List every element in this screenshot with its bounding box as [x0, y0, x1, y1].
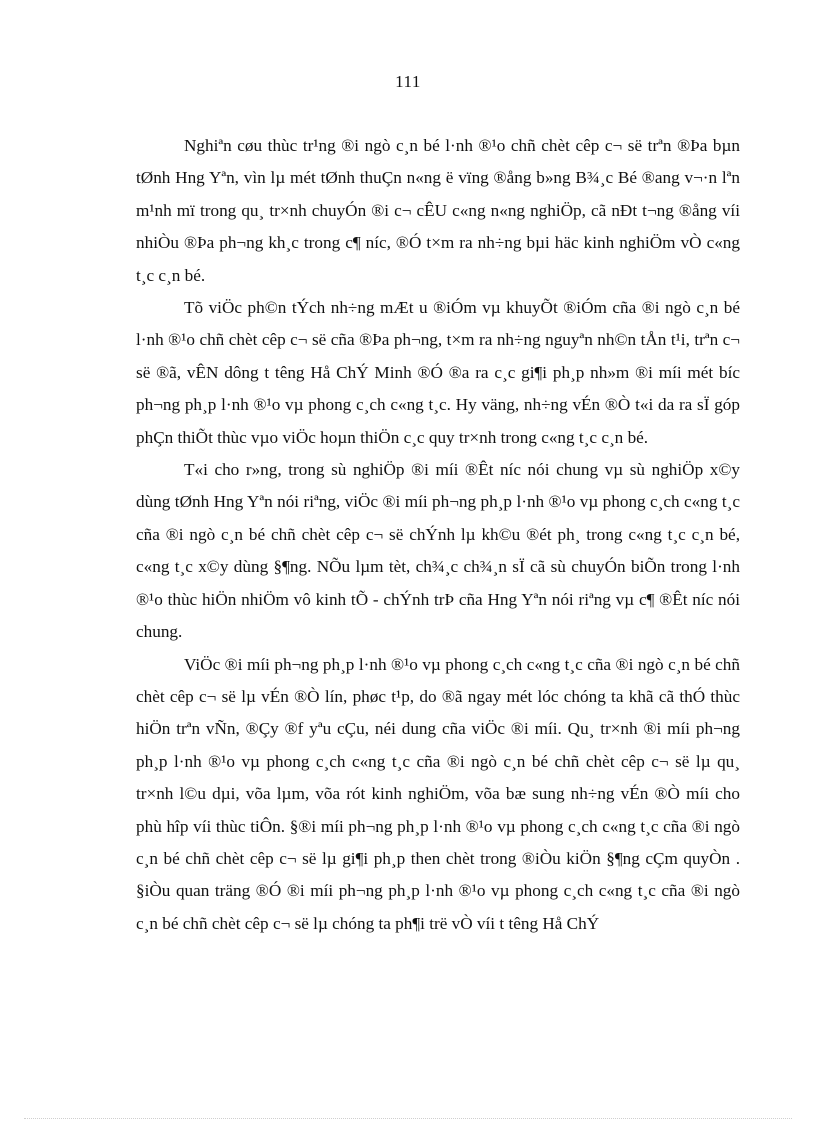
- paragraph-4: ViÖc ®i míi ph¬ng ph¸p l·nh ®¹o vµ phong c¸ch c«ng t¸c cña ®i ngò c¸n bé chñ chèt cêp c¬ së lµ vÉn ®Ò lín, phøc t¹p, do ®ã ngay mét lóc chóng ta khã cã thÓ thùc hiÖn trªn vÑn, ®Çy ®f yªu cÇu, néi dung cña viÖc ®i míi. Qu¸ tr×nh ®i míi ph¬ng ph¸p l·nh ®¹o vµ phong c¸ch c«ng t¸c cña ®i ngò c¸n bé chñ chèt cêp c¬ së lµ qu¸ tr×nh l©u dµi, võa lµm, võa rót kinh nghiÖm, võa bæ sung nh÷ng vÉn ®Ò míi cho phù hîp víi thùc tiÔn. §®i míi ph¬ng ph¸p l·nh ®¹o vµ phong c¸ch c«ng t¸c cña ®i ngò c¸n bé chñ chèt cêp c¬ së lµ gi¶i ph¸p then chèt trong ®iÒu kiÖn §¶ng cÇm quyÒn . §iÒu quan träng ®Ó ®i míi ph¬ng ph¸p l·nh ®¹o vµ phong c¸ch c«ng t¸c cña ®i ngò c¸n bé chñ chèt cêp c¬ së lµ chóng ta ph¶i trë vÒ víi t têng Hå ChÝ: [136, 654, 740, 933]
- body-text: [136, 130, 740, 940]
- page-bottom-border: [24, 1118, 792, 1119]
- page-number: 111: [395, 72, 421, 91]
- paragraph-3: T«i cho r»ng, trong sù nghiÖp ®i míi ®Êt níc nói chung vµ sù nghiÖp x©y dùng tØnh Hng Yªn nói riªng, viÖc ®i míi ph¬ng ph¸p l·nh ®¹o vµ phong c¸ch c«ng t¸c cña ®i ngò c¸n bé chñ chèt cêp c¬ së chÝnh lµ kh©u ®ét ph¸ trong c«ng t¸c c¸n bé, c«ng t¸c x©y dùng §¶ng. NÕu lµm tèt, ch¾¸c ch¾¸n sÏ cã sù chuyÓn biÕn trong l·nh ®¹o thùc hiÖn nhiÖm vô kinh tÕ - chÝnh trÞ cña Hng Yªn nói riªng vµ c¶ ®Êt níc nói chung.: [136, 460, 740, 642]
- paragraph-1: Nghiªn cøu thùc tr¹ng ®i ngò c¸n bé l·nh ®¹o chñ chèt cêp c¬ së trªn ®Þa bµn tØnh Hng Yªn, vìn lµ mét tØnh thuÇn n«ng ë vïng ®ång b»ng B¾¸c Bé ®ang v¬·n lªn m¹nh mï trong qu¸ tr×nh chuyÓn ®i c¬ cÊU c«ng n«ng nghiÖp, cã nÐt t¬ng ®ång víi nhiÒu ®Þa ph¬ng kh¸c trong c¶ níc, ®Ó t×m ra nh÷ng bµi häc kinh nghiÖm vÒ c«ng t¸c c¸n bé.: [136, 136, 740, 285]
- paragraph-2: Tõ viÖc ph©n tÝch nh÷ng mÆt u ®iÓm vµ khuyÕt ®iÓm cña ®i ngò c¸n bé l·nh ®¹o chñ chèt cêp c¬ së cña ®Þa ph¬ng, t×m ra nh÷ng nguyªn nh©n tÅn t¹i, trªn c¬ së ®ã, vÊN dông t têng Hå ChÝ Minh ®Ó ®a ra c¸c gi¶i ph¸p nh»m ®i míi mét bíc ph¬ng ph¸p l·nh ®¹o vµ phong c¸ch c«ng t¸c. Hy väng, nh÷ng vÉn ®Ò t«i da ra sÏ góp phÇn thiÕt thùc vµo viÖc hoµn thiÖn c¸c quy tr×nh trong c«ng t¸c c¸n bé.: [136, 298, 740, 447]
